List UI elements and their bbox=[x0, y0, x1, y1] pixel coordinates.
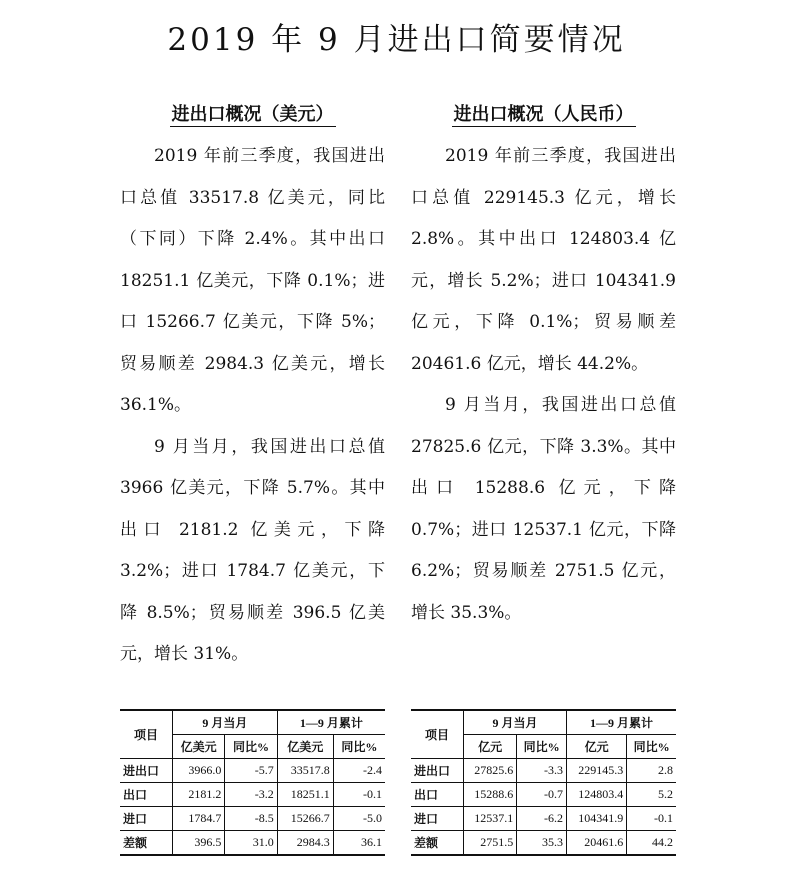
rmb-heading bbox=[411, 100, 676, 130]
row-label: 出口 bbox=[411, 783, 464, 807]
month-value: 15288.6 bbox=[464, 783, 517, 807]
cumulative-value: 15266.7 bbox=[277, 807, 333, 831]
rmb-section bbox=[411, 100, 676, 634]
month-group-header: 9 月当月 bbox=[173, 710, 278, 735]
table-row bbox=[120, 759, 385, 783]
table-header-row bbox=[120, 710, 385, 735]
rmb-paragraph-month: 9 月当月，我国进出口总值 27825.6 亿元，下降 3.3%。其中出口 15288.6 亿元，下降 0.7%；进口 12537.1 亿元，下降 6.2%；贸易顺差 2751.5 亿元，增长 35.3%。 bbox=[411, 395, 676, 623]
month-yoy-header: 同比% bbox=[517, 735, 567, 759]
cumulative-yoy: -0.1 bbox=[333, 783, 385, 807]
month-value: 1784.7 bbox=[173, 807, 225, 831]
usd-paragraph-ytd: 2019 年前三季度，我国进出口总值 33517.8 亿美元，同比（下同）下降 2.4%。其中出口 18251.1 亿美元，下降 0.1%；进口 15266.7 亿美元，下降 5%；贸易顺差 2984.3 亿美元，增长 36.1%。 bbox=[120, 146, 385, 415]
table-row bbox=[411, 759, 676, 783]
cumulative-value: 33517.8 bbox=[277, 759, 333, 783]
cumulative-value: 18251.1 bbox=[277, 783, 333, 807]
row-label: 进出口 bbox=[411, 759, 464, 783]
cumulative-value: 20461.6 bbox=[567, 831, 627, 856]
month-value: 396.5 bbox=[173, 831, 225, 856]
month-yoy: -3.3 bbox=[517, 759, 567, 783]
cumulative-value-header: 亿美元 bbox=[277, 735, 333, 759]
month-yoy: 31.0 bbox=[225, 831, 277, 856]
usd-section bbox=[120, 100, 385, 676]
table-row bbox=[120, 831, 385, 856]
cumulative-group-header: 1—9 月累计 bbox=[277, 710, 385, 735]
usd-paragraph-month: 9 月当月，我国进出口总值 3966 亿美元，下降 5.7%。其中出口 2181.2 亿美元，下降 3.2%；进口 1784.7 亿美元，下降 8.5%；贸易顺差 396.5 亿美元，增长 31%。 bbox=[120, 436, 385, 664]
month-value: 3966.0 bbox=[173, 759, 225, 783]
usd-heading bbox=[120, 100, 385, 130]
month-yoy: 35.3 bbox=[517, 831, 567, 856]
table-header-row bbox=[411, 710, 676, 735]
row-label: 进口 bbox=[411, 807, 464, 831]
cumulative-value-header: 亿元 bbox=[567, 735, 627, 759]
table-row bbox=[120, 783, 385, 807]
cumulative-value: 2984.3 bbox=[277, 831, 333, 856]
month-value: 2751.5 bbox=[464, 831, 517, 856]
row-label: 出口 bbox=[120, 783, 173, 807]
row-label: 差额 bbox=[411, 831, 464, 856]
rmb-table bbox=[411, 709, 676, 856]
table-row bbox=[411, 831, 676, 856]
cumulative-yoy: 44.2 bbox=[627, 831, 676, 856]
item-header: 项目 bbox=[120, 710, 173, 759]
month-yoy: -6.2 bbox=[517, 807, 567, 831]
cumulative-yoy: -0.1 bbox=[627, 807, 676, 831]
month-yoy: -5.7 bbox=[225, 759, 277, 783]
row-label: 进出口 bbox=[120, 759, 173, 783]
month-value: 2181.2 bbox=[173, 783, 225, 807]
month-yoy: -0.7 bbox=[517, 783, 567, 807]
usd-heading-text: 进出口概况（美元） bbox=[171, 104, 334, 125]
row-label: 进口 bbox=[120, 807, 173, 831]
page-title: 2019 年 9 月进出口简要情况 bbox=[167, 22, 626, 58]
month-value-header: 亿美元 bbox=[173, 735, 225, 759]
month-value-header: 亿元 bbox=[464, 735, 517, 759]
item-header: 项目 bbox=[411, 710, 464, 759]
table-row bbox=[120, 807, 385, 831]
cumulative-yoy-header: 同比% bbox=[627, 735, 676, 759]
cumulative-yoy: 2.8 bbox=[627, 759, 676, 783]
month-value: 27825.6 bbox=[464, 759, 517, 783]
cumulative-yoy: 36.1 bbox=[333, 831, 385, 856]
month-yoy: -8.5 bbox=[225, 807, 277, 831]
cumulative-value: 104341.9 bbox=[567, 807, 627, 831]
usd-table bbox=[120, 709, 385, 856]
month-yoy: -3.2 bbox=[225, 783, 277, 807]
cumulative-group-header: 1—9 月累计 bbox=[567, 710, 676, 735]
cumulative-value: 124803.4 bbox=[567, 783, 627, 807]
cumulative-yoy: 5.2 bbox=[627, 783, 676, 807]
table-row bbox=[411, 807, 676, 831]
table-row bbox=[411, 783, 676, 807]
cumulative-yoy: -2.4 bbox=[333, 759, 385, 783]
month-yoy-header: 同比% bbox=[225, 735, 277, 759]
cumulative-value: 229145.3 bbox=[567, 759, 627, 783]
rmb-paragraph-ytd: 2019 年前三季度，我国进出口总值 229145.3 亿元，增长 2.8%。其中出口 124803.4 亿元，增长 5.2%；进口 104341.9 亿元，下降 0.1%；贸易顺差 20461.6 亿元，增长 44.2%。 bbox=[411, 146, 676, 374]
rmb-heading-text: 进出口概况（人民币） bbox=[453, 104, 634, 125]
month-value: 12537.1 bbox=[464, 807, 517, 831]
row-label: 差额 bbox=[120, 831, 173, 856]
cumulative-yoy-header: 同比% bbox=[333, 735, 385, 759]
cumulative-yoy: -5.0 bbox=[333, 807, 385, 831]
month-group-header: 9 月当月 bbox=[464, 710, 567, 735]
